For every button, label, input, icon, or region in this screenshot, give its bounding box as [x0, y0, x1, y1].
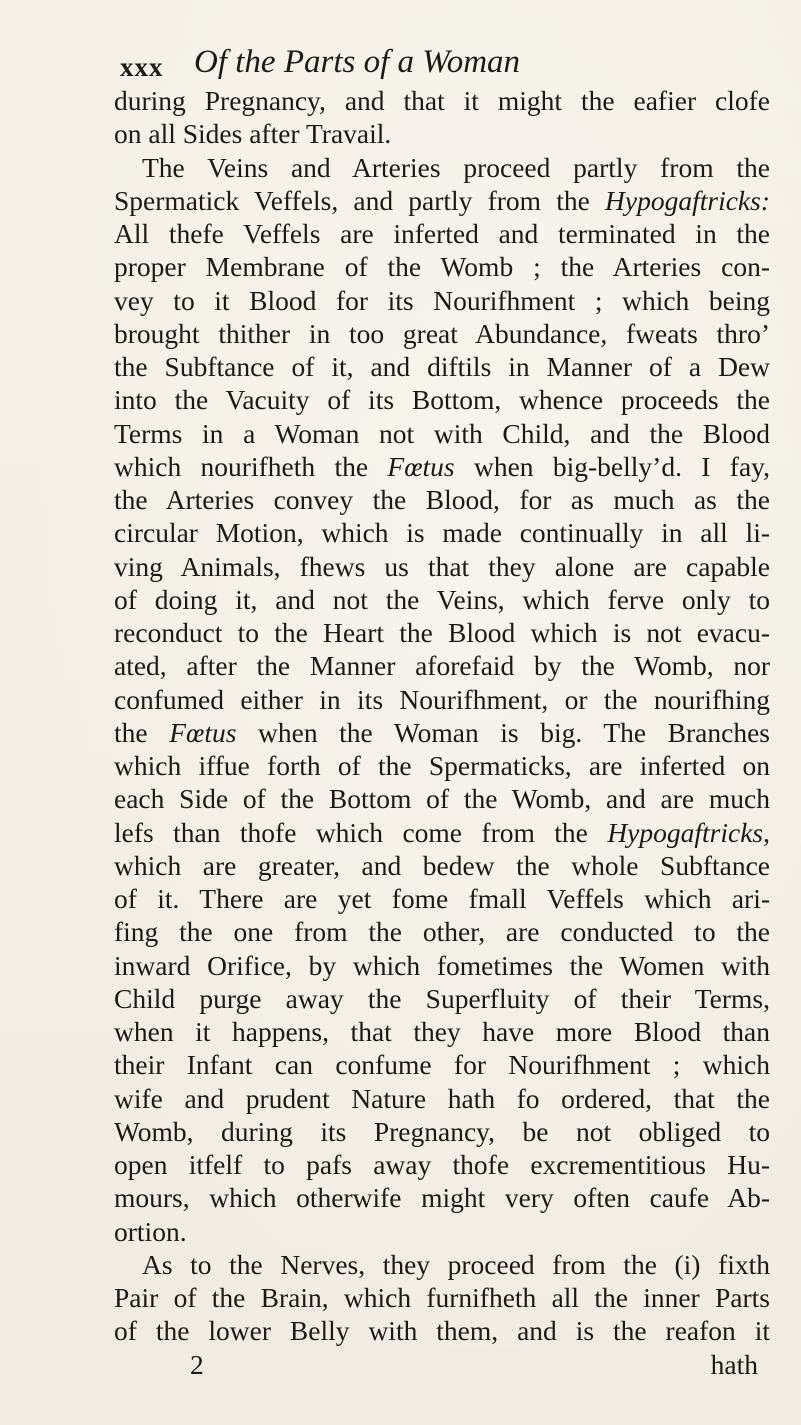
line-text: ated, after the Manner aforefaid by the Womb, nor: [114, 650, 770, 682]
line-text: proper Membrane of the Womb ; the Arteries con-: [114, 251, 770, 283]
catchword: hath: [710, 1348, 758, 1380]
line-text: during Pregnancy, and that it might the eafier clofe: [114, 85, 770, 116]
text-line: [114, 1015, 770, 1048]
italic-term: Fœtus: [387, 450, 455, 482]
text-line: [114, 117, 770, 150]
line-text: open itfelf to pafs away thofe excrementitious Hu-: [114, 1149, 770, 1180]
text-line: [114, 317, 770, 350]
text-line: [114, 749, 770, 782]
line-text: All thefe Veffels are inferted and terminated in the: [114, 218, 770, 249]
line-text: the Subftance of it, and diftils in Manner of a Dew: [114, 351, 770, 382]
text-line: [114, 949, 770, 982]
line-text: As to the Nerves, they proceed from the (i) fixth: [142, 1248, 770, 1280]
text-line: [114, 1115, 770, 1148]
text-line: [114, 84, 770, 117]
text-line: [114, 1248, 770, 1281]
text-line: [114, 1082, 770, 1115]
line-text: of doing it, and not the Veins, which ferve only to: [114, 583, 770, 615]
line-text: Pair of the Brain, which furnifheth all the inner Parts: [114, 1282, 770, 1313]
line-text: lefs than thofe which come from the: [114, 816, 608, 848]
text-line: [114, 982, 770, 1015]
line-text: the: [114, 716, 170, 748]
text-line: [114, 483, 770, 516]
line-text: vey to it Blood for its Nourifhment ; which being: [114, 284, 770, 316]
italic-term: Fœtus: [169, 716, 237, 748]
body-text: [114, 84, 770, 1381]
line-text: which iffue forth of the Spermaticks, are inferted on: [114, 750, 770, 781]
text-line: [114, 284, 770, 317]
line-text: ,: [763, 816, 770, 848]
text-line: [114, 1148, 770, 1181]
line-text: their Infant can confume for Nourifhment ; which: [114, 1049, 770, 1081]
line-text: Womb, during its Pregnancy, be not obliged to: [114, 1115, 770, 1147]
text-line: [114, 1048, 770, 1081]
text-line: [114, 816, 770, 849]
signature-mark: 2: [190, 1348, 204, 1380]
italic-term: Hypogaftricks:: [605, 184, 770, 216]
text-line: [114, 915, 770, 948]
line-text: ortion.: [114, 1215, 187, 1247]
text-line: [114, 1281, 770, 1314]
text-line: [114, 849, 770, 882]
text-line: [114, 1314, 770, 1347]
line-text: when the Woman is big. The Branches: [236, 716, 770, 748]
text-line: [114, 583, 770, 616]
text-line: [114, 1215, 770, 1248]
text-line: [114, 417, 770, 450]
text-line: [114, 350, 770, 383]
line-text: when big-belly’d. I fay,: [454, 450, 770, 482]
line-text: Child purge away the Superfluity of their Terms,: [114, 982, 770, 1014]
text-line: [114, 782, 770, 815]
line-text: confumed either in its Nourifhment, or the nourifhing: [114, 683, 770, 715]
text-line: [114, 450, 770, 483]
line-text: circular Motion, which is made continually in all li-: [114, 517, 770, 549]
line-text: wife and prudent Nature hath fo ordered, that the: [114, 1082, 770, 1114]
line-text: ving Animals, fhews us that they alone are capable: [114, 550, 770, 582]
line-text: into the Vacuity of its Bottom, whence proceeds the: [114, 384, 770, 416]
line-text: fing the one from the other, are conducted to the: [114, 916, 770, 948]
line-text: which are greater, and bedew the whole Subftance: [114, 849, 770, 881]
line-text: The Veins and Arteries proceed partly from the: [142, 151, 770, 183]
text-line: [114, 217, 770, 250]
page-footer: [114, 1348, 770, 1381]
text-line: [114, 716, 770, 749]
line-text: on all Sides after Travail.: [114, 118, 392, 150]
text-line: [114, 516, 770, 549]
text-line: [114, 550, 770, 583]
text-line: [114, 184, 770, 217]
line-text: of it. There are yet fome fmall Veffels which ari-: [114, 883, 770, 914]
page-number: xxx: [120, 52, 164, 82]
line-text: inward Orifice, by which fometimes the Women with: [114, 949, 770, 981]
line-text: Spermatick Veffels, and partly from the: [114, 184, 606, 216]
line-text: each Side of the Bottom of the Womb, and are much: [114, 783, 770, 815]
line-text: Terms in a Woman not with Child, and the Blood: [114, 417, 770, 449]
line-text: which nourifheth the: [114, 450, 388, 482]
text-line: [114, 683, 770, 716]
text-line: [114, 250, 770, 283]
line-text: brought thither in too great Abundance, fweats thro’: [114, 317, 770, 349]
line-text: the Arteries convey the Blood, for as much as the: [114, 484, 770, 515]
line-text: when it happens, that they have more Blood than: [114, 1016, 770, 1047]
line-text: of the lower Belly with them, and is the reafon it: [114, 1315, 770, 1347]
text-line: [114, 383, 770, 416]
running-title: Of the Parts of a Woman: [194, 44, 521, 80]
text-line: [114, 616, 770, 649]
line-text: mours, which otherwife might very often caufe Ab-: [114, 1182, 770, 1214]
italic-term: Hypogaftricks: [607, 816, 764, 848]
text-line: [114, 1181, 770, 1214]
text-line: [114, 882, 770, 915]
line-text: reconduct to the Heart the Blood which is not evacu-: [114, 617, 770, 648]
text-line: [114, 649, 770, 682]
text-line: [114, 151, 770, 184]
